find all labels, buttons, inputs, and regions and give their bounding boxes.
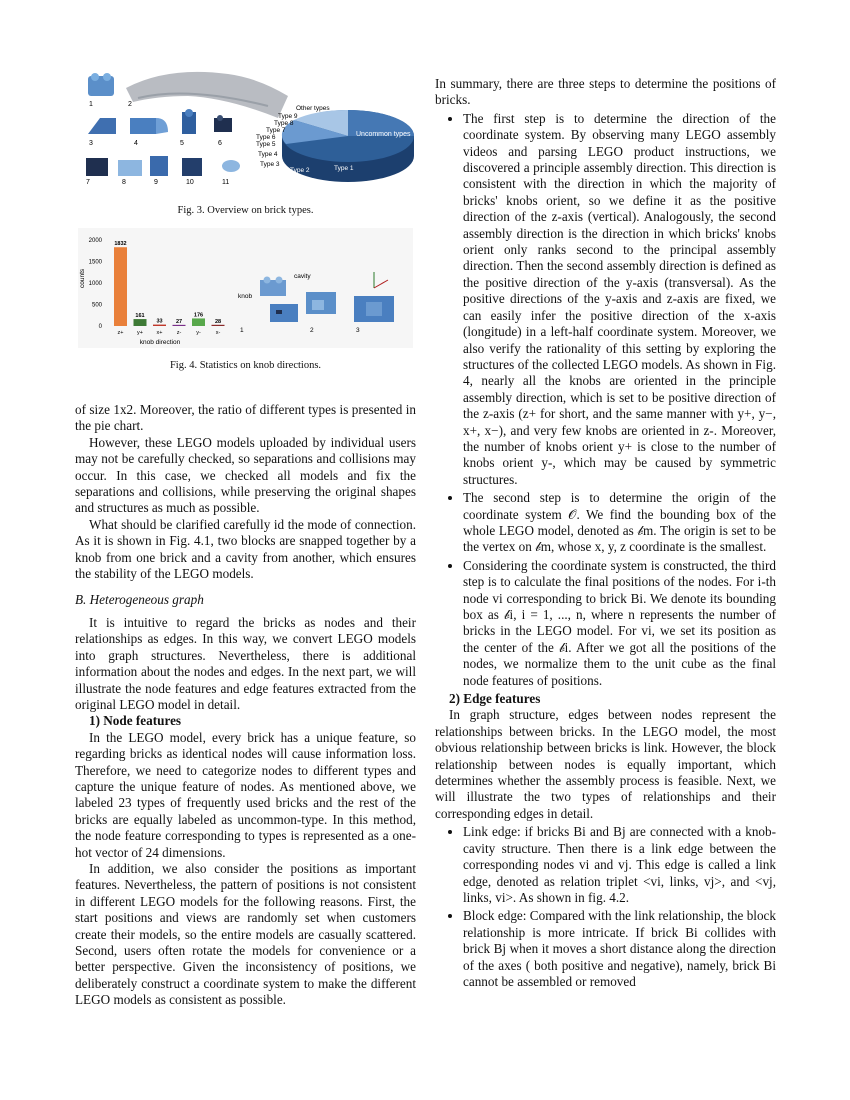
y-axis-label: counts xyxy=(79,268,86,288)
pie-label: Type 4 xyxy=(258,151,278,158)
paragraph: In addition, we also consider the positions as important features. Nevertheless, the pattern of positions is not consistent in different LEGO models for the following reasons. First, the start positions and views are randomly set when customers create their models, so the entire models are casually scattered. Second, users often rotate the models for convenience or a better perspective. Given the inconsistency of positions, we deliberately construct a coordinate system to make the different LEGO models as consistent as possible. xyxy=(75,860,416,1008)
section-heading: B. Heterogeneous graph xyxy=(75,592,204,608)
x-tick-label: x+ xyxy=(156,330,163,336)
cavity-label: cavity xyxy=(294,273,311,280)
brick-number: 10 xyxy=(186,179,194,186)
pie-label: Type 7 xyxy=(266,127,286,134)
pie-label: Type 5 xyxy=(256,141,276,148)
brick-9 xyxy=(150,156,168,176)
pie-label: Type 8 xyxy=(274,120,294,127)
pie-label: Type 2 xyxy=(290,167,310,174)
brick-number: 7 xyxy=(86,179,90,186)
brick-3 xyxy=(88,118,116,134)
paragraph: It is intuitive to regard the bricks as nodes and their relationships as edges. In this way, we convert LEGO models into graph structures. Nevertheless, there is additional information about the nodes and edges. In the next part, we will illustrate the node features and edge features extracted from the original LEGO model in detail. xyxy=(75,614,416,712)
paragraph: In graph structure, edges between nodes represent the relationships between bricks. In the LEGO model, the most obvious relationship between bricks is link. However, the block relationship between nodes is equally important, which determines whether the assembly process is feasible. Next, we will illustrate the two types of relationships and their corresponding edges in detail. xyxy=(435,707,776,821)
paragraph: of size 1x2. Moreover, the ratio of different types is presented in the pie chart. xyxy=(75,402,416,434)
bar-y- xyxy=(153,325,166,326)
knob-cavity-illustration xyxy=(230,228,410,348)
bar-z+ xyxy=(114,247,127,326)
brick-11 xyxy=(222,160,240,172)
y-tick-label: 2000 xyxy=(88,238,102,244)
data-label: 28 xyxy=(214,318,222,325)
brick-number: 1 xyxy=(89,101,93,108)
paragraph: What should be clarified carefully id the mode of connection. As it is shown in Fig. 4.1, two blocks are snapped together by a knob from one brick and a cavity from another, which ensures the stability of the LEGO models. xyxy=(75,516,416,582)
subsection-heading: 2) Edge features xyxy=(449,691,541,707)
brick-5 xyxy=(182,109,196,134)
bar-y+ xyxy=(134,319,147,326)
x-tick-label: z+ xyxy=(117,330,124,336)
x-tick-label: x- xyxy=(215,330,221,336)
brick-4 xyxy=(130,118,168,134)
data-label: 27 xyxy=(175,318,183,325)
paragraph: In summary, there are three steps to determine the positions of bricks. xyxy=(435,76,776,108)
knob-direction-bar-chart xyxy=(78,228,228,348)
edge-types-list xyxy=(435,824,776,990)
list-item: • Link edge: if bricks Bi and Bj are connected with a knob-cavity structure. Then there is a link edge between the corresponding nodes vi and vj. This edge is called a link edge, denoted as relation triplet <vi, links, vj>, and <vj, links, vi>. As shown in fig. 4.2. xyxy=(463,824,776,906)
brick-number: 6 xyxy=(218,140,222,147)
data-label: 33 xyxy=(156,318,163,325)
brick-8 xyxy=(118,160,142,176)
list-item: • The second step is to determine the origin of the coordinate system 𝒪. We find the bounding box of the whole LEGO model, denoted as 𝒷m. The origin is set to be the vertex on 𝒷m, whose x, y, z coordinate is the smallest. xyxy=(463,490,776,556)
figure-4-caption: Fig. 4. Statistics on knob directions. xyxy=(169,360,322,371)
pie-label: Type 1 xyxy=(334,165,354,172)
brick-type-pie-chart xyxy=(256,74,416,184)
subsection-heading: 1) Node features xyxy=(89,713,182,729)
brick-number: 5 xyxy=(180,140,184,147)
brick-number: 4 xyxy=(134,140,138,147)
paragraph: However, these LEGO models uploaded by individual users may not be carefully checked, so separations and collisions may occur. In this case, we checked all models and fix the separations and collisions, while preserving the original shapes and structures as much as possible. xyxy=(75,434,416,516)
y-tick-label: 0 xyxy=(98,324,102,330)
y-tick-label: 1000 xyxy=(88,281,102,287)
x-tick-label: y+ xyxy=(137,330,143,336)
data-label: 1832 xyxy=(114,241,127,248)
pie-label: Type 9 xyxy=(278,113,298,120)
figure-4 xyxy=(78,228,413,348)
brick-10 xyxy=(182,158,202,176)
list-item: • Considering the coordinate system is constructed, the third step is to calculate the final positions of the nodes. For i-th node vi corresponding to brick Bi. We denote its bounding box as 𝒷i, i = 1, ..., n, where n represents the number of bricks in the LEGO model. For vi, we set its position as the center of the 𝒷i. After we got all the positions of the nodes, we normalize them to the unit cube as the final node features of positions. xyxy=(463,558,776,689)
list-item: • The first step is to determine the direction of the coordinate system. By observing many LEGO assembly videos and parsing LEGO product instructions, we discovered a principle assembly direction. This direction is consistent with the direction in which the majority of bricks' knobs orient, so we define it as the positive direction of the z-axis (vertical). Analogously, the second assembly direction is the direction in which bricks' knobs orient only ranks second to the principal assembly direction. Then the second assembly direction is defined as the positive direction of the y-axis (transversal). As the positive directions of the y-axis and z-axis are fixed, we can easily infer the positive direction of the x-axis (longitude) in a left-half coordinate system. Moreover, we also verify the rationality of this setting by exploring the structures of the collected LEGO models. As shown in Fig. 4, nearly all the knobs are oriented in the principle assembly direction, which is set to be positive direction of the z-axis (z+ for short, and the same manner with y+, y−, x+, x−), and very few knobs are oriented in z-. Moreover, the number of knobs orient y+ is close to the number of knobs orient y-, which may be caused by symmetric structures. xyxy=(463,111,776,488)
figure-3 xyxy=(78,66,411,191)
brick-number: 11 xyxy=(222,179,230,186)
brick-number: 8 xyxy=(122,179,126,186)
brick-number: 9 xyxy=(154,179,158,186)
pie-label: Uncommon types xyxy=(356,131,411,138)
x-axis-label: knob direction xyxy=(139,339,181,346)
bar-x- xyxy=(192,318,205,326)
y-tick-label: 500 xyxy=(91,302,102,309)
bar-z- xyxy=(212,325,225,326)
x-tick-label: y- xyxy=(196,330,201,336)
panel-number: 1 xyxy=(240,327,244,334)
list-item: • Block edge: Compared with the link relationship, the block relationship is more intricate. If brick Bi collides with brick Bj when it moves a short distance along the direction of the axes ( both positive and negative), namely, brick Bi cannot be assembled or removed xyxy=(463,908,776,990)
brick-7 xyxy=(86,158,108,176)
x-tick-label: z- xyxy=(176,330,182,336)
pie-label: Type 6 xyxy=(256,134,276,141)
panel-number: 3 xyxy=(356,327,360,334)
brick-6 xyxy=(214,115,232,132)
knob-label: knob xyxy=(238,293,253,300)
panel-number: 2 xyxy=(310,327,314,334)
paragraph: In the LEGO model, every brick has a unique feature, so regarding bricks as identical nodes will cause information loss. Therefore, we need to categorize nodes to different types and capture the unique feature of nodes. As mentioned above, we labeled 23 types of frequently used bricks and the rest of the bricks are equally labeled as uncommon-type. In this method, the node feature corresponding to types is represented as a one-hot vector of 24 dimensions. xyxy=(75,729,416,860)
figure-3-caption: Fig. 3. Overview on brick types. xyxy=(177,205,314,216)
brick-number: 3 xyxy=(89,140,93,147)
pie-label: Other types xyxy=(296,105,330,112)
steps-list xyxy=(435,111,776,689)
bar-x+ xyxy=(173,325,186,326)
right-column xyxy=(435,76,776,992)
pie-label: Type 3 xyxy=(260,161,280,168)
left-column xyxy=(75,402,416,1009)
y-tick-label: 1500 xyxy=(88,259,102,266)
brick-number: 2 xyxy=(128,101,132,108)
data-label: 161 xyxy=(135,313,145,320)
data-label: 176 xyxy=(193,312,204,319)
brick-1 xyxy=(88,73,114,96)
